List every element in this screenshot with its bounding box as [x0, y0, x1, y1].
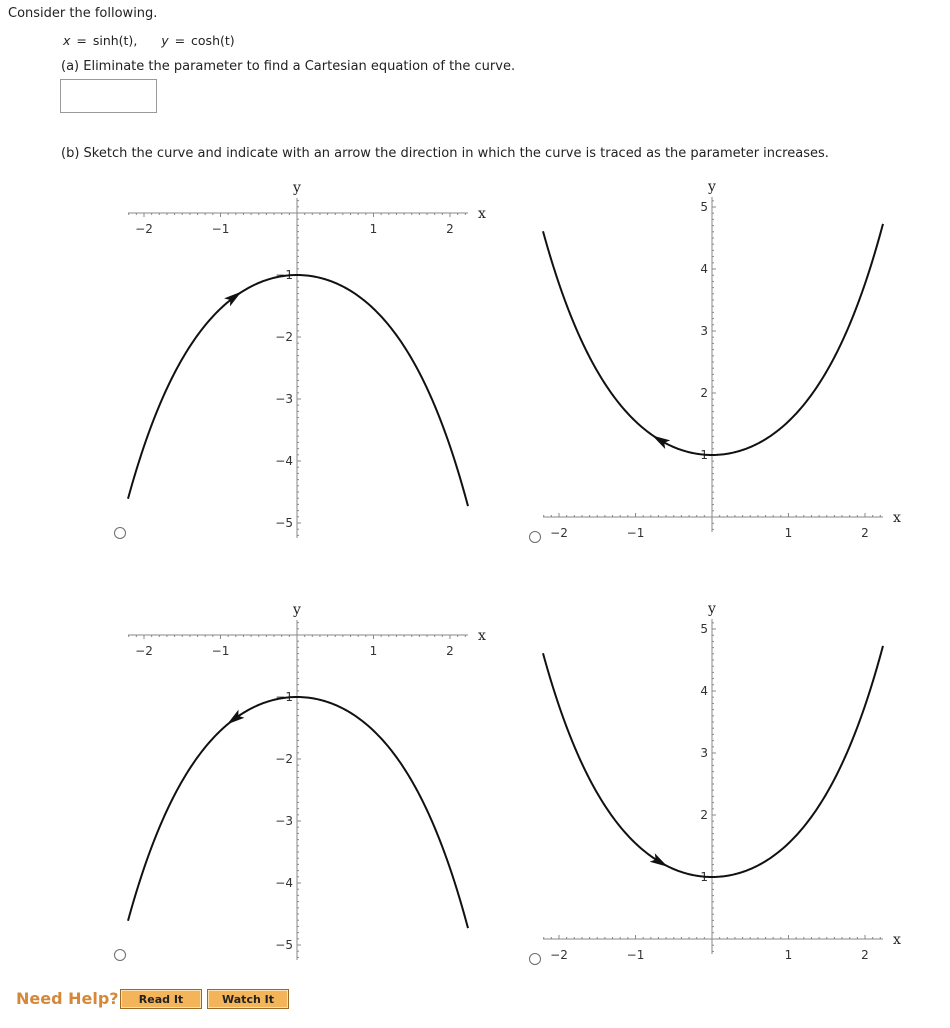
radio-option-d[interactable]: [529, 953, 541, 965]
y-tick-label: −2: [275, 330, 293, 344]
x-tick-label: −2: [135, 644, 153, 658]
x-tick-label: 2: [446, 644, 454, 658]
y-tick-label: 1: [700, 448, 708, 462]
x-tick-label: −2: [550, 948, 568, 962]
parametric-equations: x = sinh(t), y = cosh(t): [63, 33, 235, 48]
y-axis-label: y: [708, 601, 716, 617]
x-axis-label: x: [478, 206, 486, 222]
x-tick-label: −1: [211, 222, 230, 236]
y-tick-label: 5: [700, 622, 708, 636]
x-tick-label: −1: [626, 526, 645, 540]
x-tick-label: 2: [861, 948, 869, 962]
x-tick-label: 1: [784, 948, 793, 962]
y-tick-label: 4: [700, 262, 708, 276]
curve: [128, 275, 468, 506]
graph-option-a: [110, 170, 510, 550]
y-variable: y: [161, 33, 169, 48]
question-intro: Consider the following.: [8, 6, 158, 21]
cartesian-equation-input[interactable]: [60, 79, 157, 113]
curve: [128, 697, 468, 928]
need-help-label: Need Help?: [16, 989, 119, 1008]
x-tick-label: 2: [861, 526, 869, 540]
radio-option-c[interactable]: [114, 949, 126, 961]
y-tick-label: −2: [275, 752, 293, 766]
y-tick-label: −4: [275, 454, 293, 468]
y-tick-label: 3: [700, 746, 708, 760]
x-tick-label: 1: [369, 222, 378, 236]
y-tick-label: −5: [275, 938, 293, 952]
part-a-prompt: (a) Eliminate the parameter to find a Cartesian equation of the curve.: [61, 59, 516, 74]
y-tick-label: 3: [700, 324, 708, 338]
direction-arrow: [227, 710, 244, 725]
y-tick-label: 2: [700, 808, 708, 822]
y-axis-label: y: [293, 180, 301, 196]
y-axis-label: y: [708, 179, 716, 195]
x-axis-label: x: [478, 628, 486, 644]
x-tick-label: −1: [211, 644, 230, 658]
graph-option-c: [110, 592, 510, 972]
x-tick-label: −2: [135, 222, 153, 236]
y-tick-label: −1: [275, 268, 293, 282]
graph-option-d: [525, 587, 925, 967]
y-tick-label: 2: [700, 386, 708, 400]
x-variable: x: [63, 33, 71, 48]
y-tick-label: −1: [275, 690, 293, 704]
direction-arrow: [652, 436, 670, 449]
y-tick-label: −5: [275, 516, 293, 530]
x-tick-label: 2: [446, 222, 454, 236]
x-axis-label: x: [893, 510, 901, 526]
y-tick-label: 5: [700, 200, 708, 214]
read-it-button[interactable]: Read It: [120, 989, 202, 1009]
y-expression: cosh(t): [191, 33, 235, 48]
y-tick-label: −3: [275, 392, 293, 406]
x-tick-label: 1: [369, 644, 378, 658]
graph-option-b: [525, 165, 925, 545]
x-expression: sinh(t),: [92, 33, 138, 48]
x-tick-label: −2: [550, 526, 568, 540]
watch-it-button[interactable]: Watch It: [207, 989, 289, 1009]
x-tick-label: −1: [626, 948, 645, 962]
curve: [543, 224, 883, 455]
y-tick-label: −3: [275, 814, 293, 828]
part-b-prompt: (b) Sketch the curve and indicate with an arrow the direction in which the curve is traced as the parameter increases.: [61, 146, 829, 161]
x-tick-label: 1: [784, 526, 793, 540]
curve: [543, 646, 883, 877]
y-tick-label: 1: [700, 870, 708, 884]
y-tick-label: 4: [700, 684, 708, 698]
radio-option-a[interactable]: [114, 527, 126, 539]
x-axis-label: x: [893, 932, 901, 948]
radio-option-b[interactable]: [529, 531, 541, 543]
direction-arrow: [650, 853, 668, 866]
y-tick-label: −4: [275, 876, 293, 890]
y-axis-label: y: [293, 602, 301, 618]
